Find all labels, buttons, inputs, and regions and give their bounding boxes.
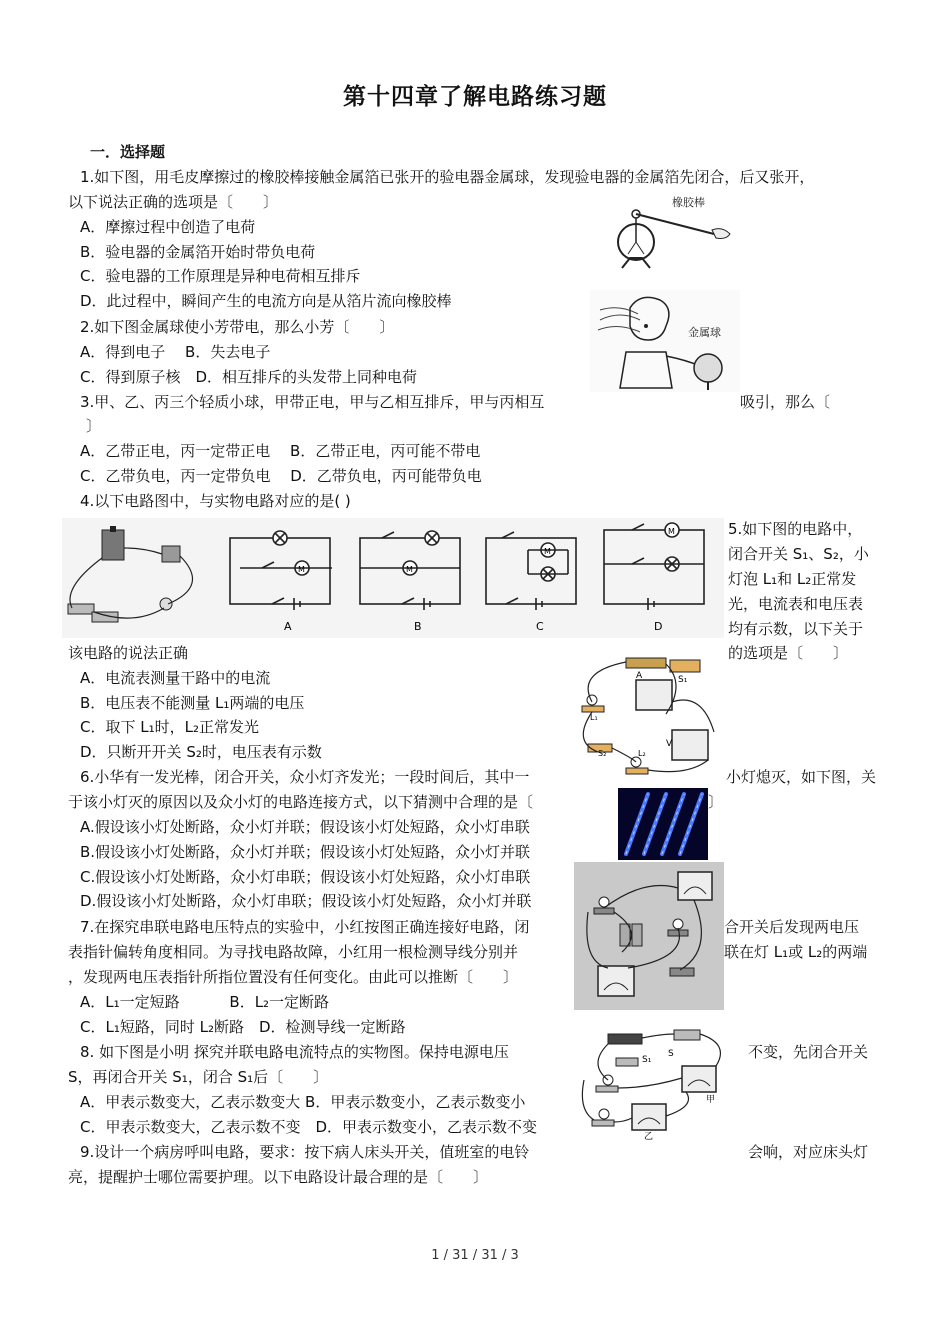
q7-stem-line2: 表指针偏转角度相同。为寻找电路故障，小红用一根检测导线分别并 [68,943,519,961]
label-d: D [654,620,663,633]
q5-option-a: A．电流表测量干路中的电流 [80,669,271,687]
q6-stem-line2: 于该小灯灭的原因以及众小灯的电路连接方式，以下猜测中合理的是〔 [68,793,534,811]
q8-stem-line1: 8. 如下图是小明 探究并联电路电流特点的实物图。保持电源电压 [80,1043,509,1061]
q2-stem: 2.如下图金属球使小芳带电，那么小芳〔 〕 [80,318,395,336]
label-a: A [284,620,292,633]
q7-circuit-figure [574,862,724,1010]
label-b: B [414,620,422,633]
q5-option-c: C．取下 L₁时，L₂正常发光 [80,718,259,736]
q5-circuit-figure [572,652,722,782]
q7-stem-line1-tail: 合开关后发现两电压 [724,918,860,936]
page-footer: 1 / 31 / 31 / 3 [431,1248,519,1263]
q5-option-d: D．只断开开关 S₂时，电压表有示数 [80,743,322,761]
s-label: S [668,1049,674,1059]
q3-stem-line2: 〕 [86,417,102,435]
rod-label: 橡胶棒 [672,196,705,209]
s2-label: S₂ [598,749,607,758]
s1-label-q8: S₁ [642,1055,652,1065]
svg-text:M: M [406,565,413,574]
q6-stem-line2-tail: 〕 [708,793,724,811]
q8-options-cd: C．甲表示数变大，乙表示数不变 D．甲表示数变小，乙表示数不变 [80,1118,538,1136]
electroscope-figure [612,190,740,270]
q8-options-ab: A．甲表示数变大，乙表示数变大 B．甲表示数变小，乙表示数变小 [80,1093,526,1111]
q1-option-b: B．验电器的金属箔开始时带负电荷 [80,243,316,261]
q6-option-d: D.假设该小灯处断路，众小灯串联；假设该小灯处短路，众小灯并联 [80,892,532,910]
q5-option-b: B．电压表不能测量 L₁两端的电压 [80,694,305,712]
q7-options-cd: C．L₁短路，同时 L₂断路 D．检测导线一定断路 [80,1018,406,1036]
q7-stem-line3: ，发现两电压表指针所指位置没有任何变化。由此可以推断〔 〕 [68,968,519,986]
q4-circuit-figure [62,518,724,638]
page-title: 第十四章了解电路练习题 [343,84,607,110]
q3-options-cd: C．乙带负电，丙一定带负电 D．乙带负电，丙可能带负电 [80,467,482,485]
l1-label: L₁ [590,713,598,722]
ball-label: 金属球 [688,326,721,339]
q5-stem-line1: 5.如下图的电路中， [728,520,863,538]
q6-option-a: A.假设该小灯处断路，众小灯并联；假设该小灯处短路，众小灯串联 [80,818,530,836]
q6-option-c: C.假设该小灯处断路，众小灯串联；假设该小灯处短路，众小灯串联 [80,868,531,886]
q8-stem-line1-tail: 不变，先闭合开关 [748,1043,869,1061]
q1-option-c: C．验电器的工作原理是异种电荷相互排斥 [80,267,361,285]
q5-stem-line7: 的选项是〔 〕 [728,644,849,662]
s1-label: S₁ [678,675,688,685]
glow-stick-figure [618,788,708,860]
q9-stem-line1-tail: 会响，对应床头灯 [748,1143,869,1161]
q1-stem-line2: 以下说法正确的选项是〔 〕 [68,193,279,211]
q1-option-d: D．此过程中，瞬间产生的电流方向是从箔片流向橡胶棒 [80,292,452,310]
q7-stem-line1: 7.在探究串联电路电压特点的实验中，小红按图正确连接好电路，闭 [80,918,530,936]
q1-stem-line1: 1.如下图，用毛皮摩擦过的橡胶棒接触金属箔已张开的验电器金属球，发现验电器的金属箔先闭合，后又张开， [80,168,815,186]
q9-stem-line1: 9.设计一个病房呼叫电路，要求：按下病人床头开关，值班室的电铃 [80,1143,530,1161]
q7-stem-line2-tail: 联在灯 L₁或 L₂的两端 [724,943,868,961]
q6-option-b: B.假设该小灯处断路，众小灯并联；假设该小灯处短路，众小灯并联 [80,843,531,861]
q5-stem-line5: 均有示数，以下关于 [728,620,864,638]
meter-v-label: V [666,739,673,749]
svg-text:M: M [544,547,551,556]
q3-stem-line1-tail: 吸引，那么〔 [740,393,831,411]
q8-stem-line2: S，再闭合开关 S₁，闭合 S₁后〔 〕 [68,1068,329,1086]
q7-options-ab: A．L₁一定短路 B．L₂一定断路 [80,993,330,1011]
q9-stem-line2: 亮，提醒护士哪位需要护理。以下电路设计最合理的是〔 〕 [68,1168,489,1186]
l2-label: L₂ [638,749,646,758]
q5-stem-line4: 光，电流表和电压表 [728,595,864,613]
q8-circuit-figure [578,1022,744,1140]
q1-option-a: A．摩擦过程中创造了电荷 [80,218,256,236]
jia-label: 甲 [706,1095,716,1105]
q5-stem-line2: 闭合开关 S₁、S₂，小 [728,545,869,563]
q5-stem-line6: 该电路的说法正确 [68,644,189,662]
q4-stem: 4.以下电路图中，与实物电路对应的是( ) [80,492,351,510]
q6-stem-line1-tail: 小灯熄灭，如下图，关 [726,768,877,786]
section-heading: 一．选择题 [90,143,166,161]
q3-stem-line1: 3.甲、乙、丙三个轻质小球，甲带正电，甲与乙相互排斥，甲与丙相互 [80,393,545,411]
svg-text:M: M [668,527,675,536]
meter-a-label: A [636,671,643,681]
q5-stem-line3: 灯泡 L₁和 L₂正常发 [728,570,857,588]
q6-stem-line1: 6.小华有一发光棒，闭合开关，众小灯齐发光；一段时间后，其中一 [80,768,530,786]
q2-options-ab: A．得到电子 B．失去电子 [80,343,271,361]
q2-options-cd: C．得到原子核 D．相互排斥的头发带上同种电荷 [80,368,418,386]
girl-metal-ball-figure [590,290,740,392]
label-c: C [536,620,544,633]
q3-options-ab: A．乙带正电，丙一定带正电 B．乙带正电，丙可能不带电 [80,442,481,460]
svg-text:M: M [298,565,305,574]
yi-label: 乙 [644,1132,654,1140]
